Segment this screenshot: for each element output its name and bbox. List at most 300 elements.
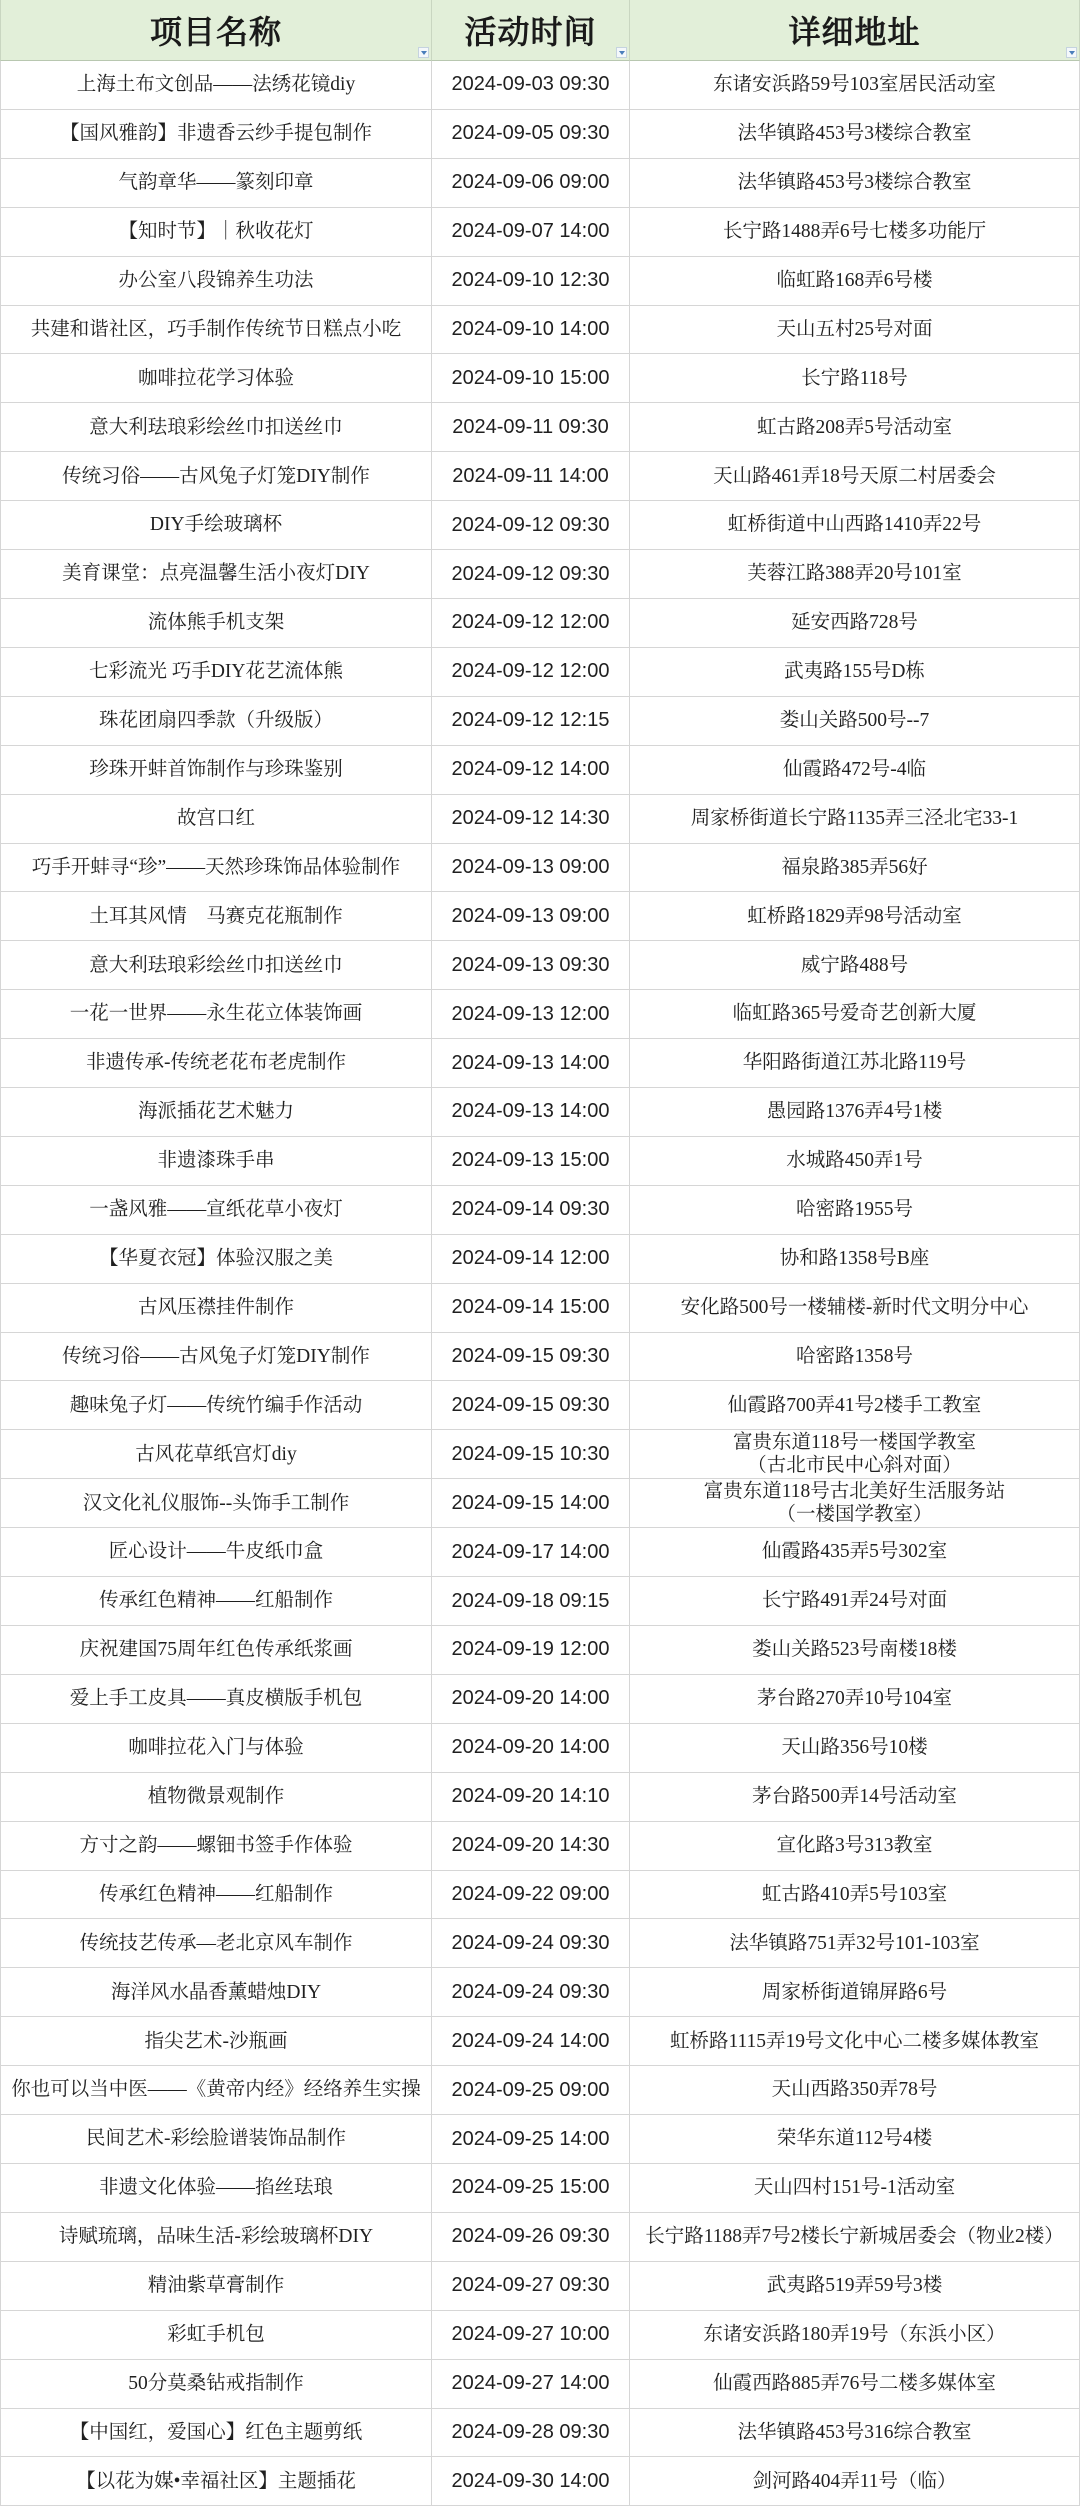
- cell-address-text: 茅台路270弄10号104室: [756, 1688, 952, 1710]
- cell-project-name[interactable]: [0, 2409, 432, 2458]
- cell-project-name[interactable]: [0, 648, 432, 697]
- cell-project-name-text: 古风压襟挂件制作: [137, 1296, 294, 1318]
- cell-project-name[interactable]: [0, 2262, 432, 2311]
- cell-project-name[interactable]: [0, 1333, 432, 1382]
- cell-address-text: 安化路500号一楼辅楼-新时代文明分中心: [680, 1296, 1029, 1318]
- cell-activity-time-text: 2024-09-15 09:30: [451, 1345, 610, 1368]
- cell-project-name-text: 传承红色精神——红船制作: [98, 1590, 333, 1612]
- filter-dropdown-icon[interactable]: [418, 47, 429, 58]
- cell-project-name[interactable]: [0, 159, 432, 208]
- cell-activity-time-text: 2024-09-20 14:00: [451, 1736, 610, 1759]
- cell-project-name-text: 非遗传承-传统老花布老虎制作: [86, 1052, 346, 1074]
- cell-project-name[interactable]: [0, 2017, 432, 2066]
- cell-address-text: 天山五村25号对面: [776, 318, 933, 340]
- cell-address[interactable]: [630, 1871, 1080, 1920]
- cell-activity-time-text: 2024-09-27 14:00: [451, 2372, 610, 2395]
- cell-activity-time[interactable]: [432, 61, 630, 110]
- cell-project-name-text: 指尖艺术-沙瓶画: [144, 2030, 288, 2052]
- cell-activity-time-text: 2024-09-18 09:15: [451, 1589, 610, 1612]
- column-header-label: 项目名称: [149, 14, 282, 50]
- cell-project-name-text: 【华夏衣冠】体验汉服之美: [98, 1248, 333, 1269]
- cell-activity-time-text: 2024-09-24 14:00: [451, 2029, 610, 2052]
- cell-activity-time-text: 2024-09-15 09:30: [451, 1393, 610, 1416]
- cell-project-name[interactable]: [0, 599, 432, 648]
- cell-project-name[interactable]: [0, 990, 432, 1039]
- cell-address[interactable]: [630, 2066, 1080, 2115]
- cell-activity-time[interactable]: [432, 1479, 630, 1528]
- cell-address-text: 协和路1358号B座: [779, 1248, 930, 1269]
- cell-address[interactable]: [630, 452, 1080, 501]
- cell-project-name[interactable]: [0, 844, 432, 893]
- cell-address-text: 芙蓉江路388弄20号101室: [747, 563, 962, 585]
- cell-activity-time[interactable]: [432, 1724, 630, 1773]
- cell-address-text: 东诸安浜路59号103室居民活动室: [713, 74, 996, 96]
- cell-address-text: 临虹路168弄6号楼: [776, 269, 933, 291]
- cell-activity-time[interactable]: [432, 795, 630, 844]
- cell-project-name-text: 汉文化礼仪服饰--头饰手工制作: [82, 1492, 350, 1514]
- cell-address-text: 富贵东道118号古北美好生活服务站 （一楼国学教室）: [703, 1480, 1006, 1526]
- cell-address-text: 天山路461弄18号天原二村居委会: [713, 465, 996, 487]
- cell-address-text: 延安西路728号: [791, 612, 918, 634]
- cell-project-name-text: 传统技艺传承—老北京风车制作: [79, 1932, 353, 1954]
- cell-activity-time[interactable]: [432, 1430, 630, 1479]
- cell-activity-time[interactable]: [432, 452, 630, 501]
- cell-address[interactable]: [630, 354, 1080, 403]
- cell-address[interactable]: [630, 1724, 1080, 1773]
- cell-activity-time-text: 2024-09-10 12:30: [451, 269, 610, 292]
- cell-project-name[interactable]: [0, 452, 432, 501]
- cell-address-text: 水城路450弄1号: [786, 1150, 923, 1172]
- cell-project-name[interactable]: [0, 1528, 432, 1577]
- cell-project-name[interactable]: [0, 2360, 432, 2409]
- cell-address[interactable]: [630, 1919, 1080, 1968]
- cell-activity-time[interactable]: [432, 1968, 630, 2017]
- cell-activity-time-text: 2024-09-25 09:00: [451, 2078, 610, 2101]
- cell-address[interactable]: [630, 257, 1080, 306]
- cell-project-name[interactable]: [0, 110, 432, 159]
- cell-activity-time[interactable]: [432, 2409, 630, 2458]
- cell-address[interactable]: [630, 61, 1080, 110]
- cell-project-name[interactable]: [0, 1235, 432, 1284]
- cell-project-name[interactable]: [0, 257, 432, 306]
- cell-activity-time[interactable]: [432, 1381, 630, 1430]
- cell-project-name-text: 珠花团扇四季款（升级版）: [98, 710, 333, 732]
- cell-activity-time[interactable]: [432, 941, 630, 990]
- cell-project-name-text: 一花一世界——永生花立体装饰画: [69, 1003, 363, 1025]
- cell-activity-time-text: 2024-09-12 12:15: [451, 709, 610, 732]
- cell-project-name-text: 美育课堂：点亮温馨生活小夜灯DIY: [62, 563, 370, 585]
- cell-address-text: 长宁路118号: [801, 367, 908, 389]
- cell-address[interactable]: [630, 1968, 1080, 2017]
- column-header-label: 活动时间: [464, 14, 597, 50]
- cell-address-text: 武夷路519弄59号3楼: [766, 2275, 943, 2297]
- cell-address[interactable]: [630, 1039, 1080, 1088]
- cell-address-text: 仙霞西路885弄76号二楼多媒体室: [713, 2372, 996, 2394]
- cell-project-name-text: 诗赋琉璃，品味生活-彩绘玻璃杯DIY: [58, 2226, 374, 2248]
- cell-activity-time[interactable]: [432, 1235, 630, 1284]
- cell-activity-time-text: 2024-09-24 09:30: [451, 1980, 610, 2003]
- cell-project-name-text: 非遗文化体验——掐丝珐琅: [98, 2177, 333, 2199]
- cell-project-name-text: 趣味兔子灯——传统竹编手作活动: [69, 1394, 363, 1416]
- cell-address-text: 茅台路500弄14号活动室: [752, 1785, 957, 1807]
- cell-activity-time[interactable]: [432, 697, 630, 746]
- cell-project-name-text: 非遗漆珠手串: [157, 1150, 275, 1172]
- cell-project-name-text: 传统习俗——古风兔子灯笼DIY制作: [62, 1345, 370, 1367]
- cell-project-name-text: 意大利珐琅彩绘丝巾扣送丝巾: [89, 416, 343, 438]
- cell-activity-time[interactable]: [432, 1039, 630, 1088]
- cell-address[interactable]: [630, 648, 1080, 697]
- cell-activity-time-text: 2024-09-07 14:00: [451, 220, 610, 243]
- cell-project-name-text: 【中国红，爱国心】红色主题剪纸: [69, 2421, 363, 2443]
- cell-activity-time-text: 2024-09-20 14:10: [451, 1785, 610, 1808]
- cell-address[interactable]: [630, 990, 1080, 1039]
- cell-project-name-text: 彩虹手机包: [167, 2323, 265, 2345]
- cell-address-text: 哈密路1955号: [795, 1199, 913, 1221]
- cell-project-name-text: 土耳其风情 马赛克花瓶制作: [89, 905, 343, 927]
- cell-activity-time[interactable]: [432, 1773, 630, 1822]
- cell-project-name[interactable]: [0, 1430, 432, 1479]
- cell-address[interactable]: [630, 1381, 1080, 1430]
- cell-activity-time-text: 2024-09-12 09:30: [451, 513, 610, 536]
- cell-activity-time-text: 2024-09-10 15:00: [451, 366, 610, 389]
- cell-activity-time[interactable]: [432, 1137, 630, 1186]
- cell-project-name[interactable]: [0, 1822, 432, 1871]
- cell-project-name[interactable]: [0, 1381, 432, 1430]
- cell-project-name[interactable]: [0, 354, 432, 403]
- cell-address-text: 福泉路385弄56好: [781, 856, 928, 878]
- cell-address[interactable]: [630, 1773, 1080, 1822]
- cell-address[interactable]: [630, 2457, 1080, 2506]
- cell-activity-time[interactable]: [432, 1675, 630, 1724]
- cell-activity-time[interactable]: [432, 648, 630, 697]
- cell-activity-time-text: 2024-09-12 12:00: [451, 660, 610, 683]
- cell-address[interactable]: [630, 1235, 1080, 1284]
- cell-project-name-text: 共建和谐社区，巧手制作传统节日糕点小吃: [30, 318, 402, 340]
- cell-project-name[interactable]: [0, 2213, 432, 2262]
- cell-project-name-text: 七彩流光 巧手DIY花艺流体熊: [88, 661, 344, 683]
- cell-project-name[interactable]: [0, 697, 432, 746]
- cell-address-text: 娄山关路523号南楼18楼: [752, 1639, 957, 1661]
- cell-address[interactable]: [630, 1479, 1080, 1528]
- cell-activity-time[interactable]: [432, 1871, 630, 1920]
- cell-activity-time[interactable]: [432, 306, 630, 355]
- column-header-activity-time[interactable]: [432, 0, 630, 61]
- cell-activity-time-text: 2024-09-14 15:00: [451, 1296, 610, 1319]
- cell-activity-time[interactable]: [432, 1528, 630, 1577]
- cell-activity-time[interactable]: [432, 2457, 630, 2506]
- cell-address[interactable]: [630, 1088, 1080, 1137]
- cell-address[interactable]: [630, 110, 1080, 159]
- cell-address[interactable]: [630, 403, 1080, 452]
- cell-activity-time-text: 2024-09-13 14:00: [451, 1100, 610, 1123]
- cell-project-name[interactable]: [0, 550, 432, 599]
- cell-address-text: 富贵东道118号一楼国学教室 （古北市民中心斜对面）: [732, 1431, 977, 1477]
- cell-address[interactable]: [630, 159, 1080, 208]
- cell-address[interactable]: [630, 306, 1080, 355]
- cell-address[interactable]: [630, 697, 1080, 746]
- cell-address-text: 虹桥街道中山西路1410弄22号: [727, 514, 982, 536]
- cell-project-name-text: 庆祝建国75周年红色传承纸浆画: [79, 1639, 353, 1661]
- cell-project-name[interactable]: [0, 1626, 432, 1675]
- cell-address[interactable]: [630, 2213, 1080, 2262]
- cell-project-name[interactable]: [0, 1773, 432, 1822]
- cell-address-text: 法华镇路751弄32号101-103室: [729, 1932, 980, 1954]
- cell-project-name-text: 办公室八段锦养生功法: [118, 269, 314, 291]
- cell-activity-time[interactable]: [432, 990, 630, 1039]
- cell-address-text: 荣华东道112号4楼: [776, 2128, 933, 2150]
- cell-activity-time[interactable]: [432, 2066, 630, 2115]
- cell-activity-time[interactable]: [432, 1186, 630, 1235]
- cell-address[interactable]: [630, 2409, 1080, 2458]
- cell-activity-time-text: 2024-09-25 15:00: [451, 2176, 610, 2199]
- cell-address-text: 虹古路410弄5号103室: [761, 1883, 948, 1905]
- cell-address-text: 周家桥街道长宁路1135弄三泾北宅33-1: [690, 807, 1019, 829]
- cell-address-text: 虹古路208弄5号活动室: [756, 416, 952, 438]
- cell-activity-time-text: 2024-09-14 12:00: [451, 1247, 610, 1270]
- cell-address-text: 法华镇路453号3楼综合教室: [737, 123, 972, 145]
- cell-address-text: 天山四村151号-1活动室: [753, 2177, 956, 2199]
- cell-project-name-text: 珍珠开蚌首饰制作与珍珠鉴别: [89, 758, 343, 780]
- cell-project-name[interactable]: [0, 2457, 432, 2506]
- cell-project-name[interactable]: [0, 746, 432, 795]
- cell-activity-time-text: 2024-09-13 15:00: [451, 1149, 610, 1172]
- cell-project-name-text: 海派插花艺术魅力: [137, 1101, 294, 1123]
- cell-activity-time-text: 2024-09-22 09:00: [451, 1882, 610, 1905]
- cell-project-name[interactable]: [0, 501, 432, 550]
- cell-project-name-text: 匠心设计——牛皮纸巾盒: [108, 1541, 324, 1563]
- cell-project-name[interactable]: [0, 2115, 432, 2164]
- filter-dropdown-icon[interactable]: [1066, 47, 1077, 58]
- cell-address[interactable]: [630, 844, 1080, 893]
- cell-activity-time[interactable]: [432, 2360, 630, 2409]
- cell-activity-time[interactable]: [432, 2164, 630, 2213]
- cell-project-name[interactable]: [0, 1284, 432, 1333]
- cell-address[interactable]: [630, 1186, 1080, 1235]
- cell-activity-time[interactable]: [432, 2017, 630, 2066]
- cell-activity-time-text: 2024-09-12 14:00: [451, 758, 610, 781]
- cell-activity-time-text: 2024-09-15 14:00: [451, 1491, 610, 1514]
- cell-activity-time[interactable]: [432, 844, 630, 893]
- cell-address[interactable]: [630, 1333, 1080, 1382]
- cell-address-text: 长宁路491弄24号对面: [761, 1590, 948, 1612]
- cell-address[interactable]: [630, 1577, 1080, 1626]
- column-header-address[interactable]: [630, 0, 1080, 61]
- cell-address-text: 法华镇路453号3楼综合教室: [737, 172, 972, 194]
- cell-project-name-text: 50分莫桑钻戒指制作: [128, 2372, 304, 2394]
- cell-address[interactable]: [630, 1528, 1080, 1577]
- cell-activity-time[interactable]: [432, 1919, 630, 1968]
- cell-activity-time-text: 2024-09-24 09:30: [451, 1931, 610, 1954]
- cell-address[interactable]: [630, 2360, 1080, 2409]
- cell-project-name-text: 古风花草纸宫灯diy: [135, 1443, 297, 1465]
- cell-activity-time-text: 2024-09-12 14:30: [451, 807, 610, 830]
- cell-project-name[interactable]: [0, 2164, 432, 2213]
- cell-activity-time[interactable]: [432, 2213, 630, 2262]
- cell-project-name[interactable]: [0, 306, 432, 355]
- cell-project-name[interactable]: [0, 1137, 432, 1186]
- cell-activity-time-text: 2024-09-20 14:30: [451, 1834, 610, 1857]
- filter-dropdown-icon[interactable]: [616, 47, 627, 58]
- cell-address[interactable]: [630, 1284, 1080, 1333]
- cell-project-name-text: DIY手绘玻璃杯: [149, 514, 283, 536]
- cell-project-name[interactable]: [0, 1871, 432, 1920]
- cell-activity-time-text: 2024-09-10 14:00: [451, 317, 610, 340]
- cell-activity-time[interactable]: [432, 746, 630, 795]
- cell-project-name[interactable]: [0, 1968, 432, 2017]
- cell-address-text: 宣化路3号313教室: [776, 1834, 933, 1856]
- cell-activity-time-text: 2024-09-19 12:00: [451, 1638, 610, 1661]
- cell-project-name[interactable]: [0, 1675, 432, 1724]
- cell-activity-time-text: 2024-09-15 10:30: [451, 1442, 610, 1465]
- cell-activity-time[interactable]: [432, 208, 630, 257]
- cell-project-name[interactable]: [0, 1724, 432, 1773]
- cell-project-name-text: 气韵章华——篆刻印章: [118, 172, 314, 194]
- cell-activity-time-text: 2024-09-13 09:00: [451, 855, 610, 878]
- cell-project-name[interactable]: [0, 61, 432, 110]
- cell-activity-time[interactable]: [432, 2311, 630, 2360]
- cell-project-name[interactable]: [0, 1577, 432, 1626]
- cell-activity-time-text: 2024-09-13 09:30: [451, 953, 610, 976]
- cell-address-text: 天山西路350弄78号: [771, 2079, 938, 2101]
- cell-activity-time-text: 2024-09-06 09:00: [451, 171, 610, 194]
- cell-project-name-text: 【知时节】｜秋收花灯: [118, 220, 314, 242]
- cell-address[interactable]: [630, 1430, 1080, 1479]
- cell-activity-time[interactable]: [432, 501, 630, 550]
- cell-address[interactable]: [630, 795, 1080, 844]
- cell-project-name-text: 一盏风雅——宣纸花草小夜灯: [89, 1199, 343, 1221]
- cell-activity-time[interactable]: [432, 1284, 630, 1333]
- cell-project-name[interactable]: [0, 1919, 432, 1968]
- cell-project-name[interactable]: [0, 892, 432, 941]
- cell-project-name-text: 咖啡拉花入门与体验: [128, 1737, 304, 1759]
- cell-activity-time[interactable]: [432, 1577, 630, 1626]
- cell-address[interactable]: [630, 746, 1080, 795]
- cell-project-name-text: 故宫口红: [176, 807, 255, 829]
- cell-project-name-text: 方寸之韵——螺钿书签手作体验: [79, 1834, 353, 1856]
- cell-project-name[interactable]: [0, 2311, 432, 2360]
- cell-project-name-text: 巧手开蚌寻“珍”——天然珍珠饰品体验制作: [31, 856, 401, 878]
- cell-project-name[interactable]: [0, 1088, 432, 1137]
- cell-project-name[interactable]: [0, 795, 432, 844]
- cell-address-text: 愚园路1376弄4号1楼: [766, 1101, 943, 1123]
- cell-address[interactable]: [630, 2262, 1080, 2311]
- cell-address-text: 周家桥街道锦屏路6号: [761, 1981, 948, 2003]
- cell-activity-time[interactable]: [432, 159, 630, 208]
- cell-activity-time[interactable]: [432, 550, 630, 599]
- cell-activity-time-text: 2024-09-28 09:30: [451, 2420, 610, 2443]
- cell-address-text: 虹桥路1829弄98号活动室: [747, 905, 962, 927]
- cell-address-text: 天山路356号10楼: [781, 1737, 928, 1759]
- cell-activity-time-text: 2024-09-14 09:30: [451, 1198, 610, 1221]
- cell-address-text: 临虹路365号爱奇艺创新大厦: [732, 1003, 977, 1025]
- cell-address[interactable]: [630, 2115, 1080, 2164]
- cell-activity-time-text: 2024-09-12 12:00: [451, 611, 610, 634]
- cell-activity-time[interactable]: [432, 403, 630, 452]
- cell-activity-time-text: 2024-09-30 14:00: [451, 2469, 610, 2492]
- cell-address[interactable]: [630, 550, 1080, 599]
- cell-project-name-text: 上海土布文创品——法绣花镜diy: [76, 74, 356, 96]
- cell-project-name-text: 爱上手工皮具——真皮横版手机包: [69, 1688, 363, 1710]
- cell-address[interactable]: [630, 1137, 1080, 1186]
- cell-address-text: 仙霞路472号-4临: [783, 758, 926, 780]
- cell-address[interactable]: [630, 2017, 1080, 2066]
- cell-activity-time[interactable]: [432, 354, 630, 403]
- cell-activity-time-text: 2024-09-13 09:00: [451, 904, 610, 927]
- cell-project-name-text: 你也可以当中医——《黄帝内经》经络养生实操: [11, 2079, 421, 2101]
- cell-activity-time-text: 2024-09-20 14:00: [451, 1687, 610, 1710]
- cell-address-text: 长宁路1188弄7号2楼长宁新城居委会（物业2楼）: [645, 2226, 1064, 2248]
- cell-project-name-text: 意大利珐琅彩绘丝巾扣送丝巾: [89, 954, 343, 976]
- cell-address-text: 法华镇路453号316综合教室: [737, 2421, 972, 2443]
- cell-activity-time-text: 2024-09-03 09:30: [451, 73, 610, 96]
- cell-activity-time[interactable]: [432, 110, 630, 159]
- cell-activity-time-text: 2024-09-12 09:30: [451, 562, 610, 585]
- cell-activity-time[interactable]: [432, 1333, 630, 1382]
- cell-project-name-text: 海洋风水晶香薰蜡烛DIY: [110, 1981, 322, 2003]
- cell-project-name-text: 精油紫草膏制作: [147, 2275, 285, 2297]
- cell-activity-time[interactable]: [432, 892, 630, 941]
- cell-activity-time[interactable]: [432, 1626, 630, 1675]
- cell-address[interactable]: [630, 599, 1080, 648]
- cell-activity-time-text: 2024-09-17 14:00: [451, 1540, 610, 1563]
- cell-address[interactable]: [630, 941, 1080, 990]
- cell-address[interactable]: [630, 2164, 1080, 2213]
- cell-address-text: 威宁路488号: [800, 954, 909, 976]
- cell-activity-time[interactable]: [432, 257, 630, 306]
- cell-activity-time[interactable]: [432, 1822, 630, 1871]
- cell-project-name[interactable]: [0, 2066, 432, 2115]
- cell-project-name-text: 咖啡拉花学习体验: [137, 367, 294, 389]
- cell-project-name[interactable]: [0, 1479, 432, 1528]
- cell-activity-time-text: 2024-09-11 14:00: [452, 464, 609, 487]
- cell-project-name-text: 传承红色精神——红船制作: [98, 1883, 333, 1905]
- cell-address[interactable]: [630, 892, 1080, 941]
- cell-activity-time-text: 2024-09-11 09:30: [452, 415, 609, 438]
- cell-address[interactable]: [630, 501, 1080, 550]
- cell-address-text: 武夷路155号D栋: [784, 661, 925, 683]
- cell-address-text: 仙霞路700弄41号2楼手工教室: [727, 1394, 982, 1416]
- cell-activity-time-text: 2024-09-27 09:30: [451, 2274, 610, 2297]
- cell-address[interactable]: [630, 208, 1080, 257]
- cell-project-name-text: 植物微景观制作: [147, 1785, 285, 1807]
- cell-project-name-text: 【以花为媒•幸福社区】主题插花: [76, 2470, 356, 2492]
- cell-address-text: 娄山关路500号--7: [779, 710, 930, 732]
- cell-address-text: 虹桥路1115弄19号文化中心二楼多媒体教室: [669, 2030, 1040, 2052]
- cell-address-text: 东诸安浜路180弄19号（东浜小区）: [703, 2323, 1006, 2345]
- cell-activity-time-text: 2024-09-13 12:00: [451, 1002, 610, 1025]
- cell-project-name-text: 【国风雅韵】非遗香云纱手提包制作: [59, 123, 372, 145]
- cell-project-name[interactable]: [0, 941, 432, 990]
- cell-activity-time[interactable]: [432, 1088, 630, 1137]
- cell-address[interactable]: [630, 1675, 1080, 1724]
- cell-project-name[interactable]: [0, 403, 432, 452]
- cell-project-name[interactable]: [0, 1186, 432, 1235]
- cell-address[interactable]: [630, 1626, 1080, 1675]
- cell-address[interactable]: [630, 1822, 1080, 1871]
- cell-activity-time-text: 2024-09-27 10:00: [451, 2323, 610, 2346]
- cell-address[interactable]: [630, 2311, 1080, 2360]
- cell-activity-time[interactable]: [432, 599, 630, 648]
- cell-activity-time-text: 2024-09-25 14:00: [451, 2127, 610, 2150]
- cell-address-text: 长宁路1488弄6号七楼多功能厅: [722, 220, 987, 242]
- cell-activity-time[interactable]: [432, 2115, 630, 2164]
- column-header-project-name[interactable]: [0, 0, 432, 61]
- cell-activity-time[interactable]: [432, 2262, 630, 2311]
- cell-activity-time-text: 2024-09-13 14:00: [451, 1051, 610, 1074]
- cell-project-name[interactable]: [0, 1039, 432, 1088]
- cell-project-name[interactable]: [0, 208, 432, 257]
- cell-address-text: 剑河路404弄11号（临）: [752, 2470, 957, 2492]
